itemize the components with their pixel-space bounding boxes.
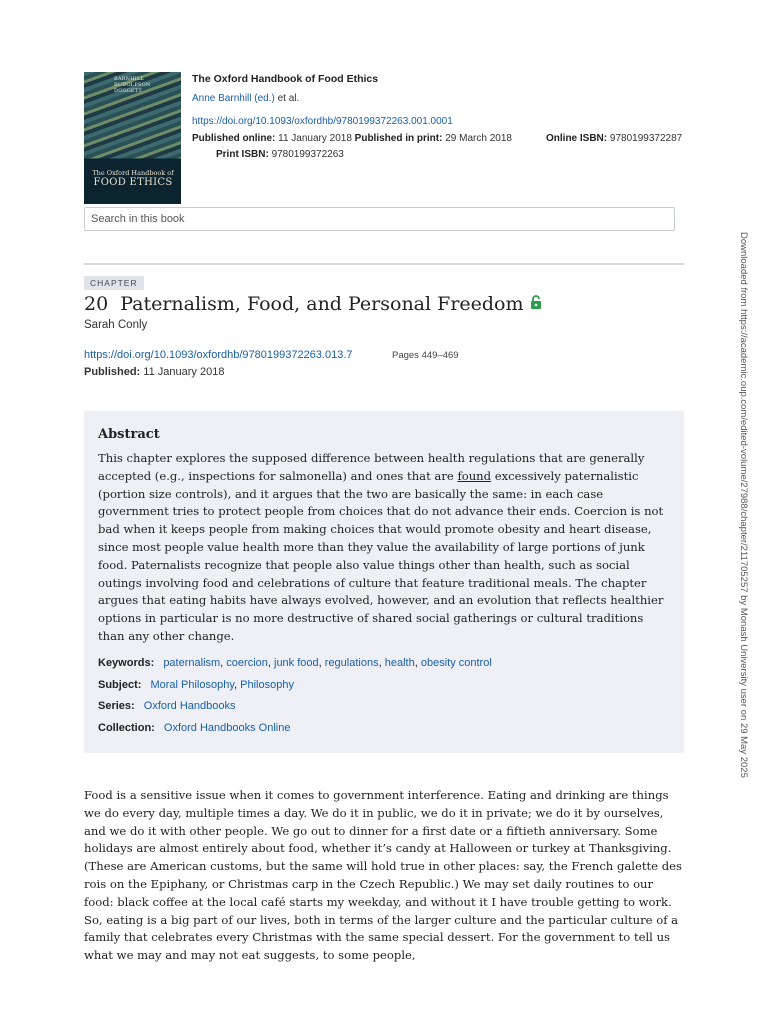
book-cover[interactable]	[84, 72, 181, 204]
abstract-text	[98, 450, 670, 646]
subject-row: Subject: Moral Philosophy, Philosophy	[98, 679, 294, 691]
editor-suffix: et al.	[277, 93, 300, 104]
watermark-text: Downloaded from https://academic.oup.com/edited-volume/27988/chapter/211705257 by Monash University user on 29 May 2025	[738, 232, 749, 778]
abstract-text-before: This chapter explores the supposed difference between health regulations that are generally accepted (e.g., inspections for salmonella) and ones that are	[98, 451, 645, 483]
book-doi-link[interactable]: https://doi.org/10.1093/oxfordhb/9780199372263.001.0001	[192, 116, 453, 127]
chapter-badge: CHAPTER	[84, 276, 144, 290]
body-paragraph: Food is a sensitive issue when it comes to government interference. Eating and drinking are things we do every day, multiple times a day. We do it in public, we do it in private; we do it by ourselves, and we do it with other people. We go out to dinner for a first date or a fiftieth anniversary. Some holidays are almost entirely about food, whether it’s candy at Halloween or turkey at Thanksgiving. (These are American customs, but the same will hold true in other places: say, the French galette des rois on the Epiphany, or Christmas carp in the Czech Republic.) We may set daily routines to our food: black coffee at the local café starts my weekday, and without it I have trouble getting to work. So, eating is a big part of our lives, both in terms of the larger culture and the particular culture of a family that celebrates every Christmas with the same special dessert. For the government to tell us what we may and may not eat suggests, to some people,	[84, 788, 682, 963]
keyword-link[interactable]: health	[384, 657, 415, 669]
print-isbn-value: 9780199372263	[271, 149, 344, 160]
search-input[interactable]: Search in this book	[84, 207, 675, 231]
chapter-author[interactable]: Sarah Conly	[84, 319, 148, 331]
collection-link[interactable]: Oxford Handbooks Online	[163, 722, 291, 734]
abstract-text-after: excessively paternalistic (portion size controls), and it argues that the two are basically the same: in each case government tries to protect people from choices that do not advance their ends. Coercion is not bad when it keeps people from making choices that would promote obesity and heart disease, since most people value health more than they value the availability of large portions of junk food. Paternalists recognize that people also value things other than health, such as social outings involving food and celebrations of culture that feature traditional meals. The chapter argues that eating habits have always evolved, however, and an evolution that reflects healthier options in particular is no more destructive of shared social gatherings or cultural traditions than any other change.	[98, 468, 664, 643]
published-print-label: Published in print:	[354, 133, 443, 144]
subject-link[interactable]: Moral Philosophy	[150, 679, 235, 691]
keyword-link[interactable]: coercion	[226, 657, 268, 669]
chapter-published-date: 11 January 2018	[143, 366, 225, 378]
chapter-pages: Pages 449–469	[392, 350, 459, 361]
published-print-date: 29 March 2018	[445, 133, 512, 144]
download-watermark	[736, 232, 750, 792]
cover-title-big: FOOD ETHICS	[93, 177, 173, 188]
chapter-published-label: Published:	[84, 366, 141, 378]
cover-title-small: The Oxford Handbook of	[92, 169, 174, 177]
abstract-underlined-word: found	[457, 468, 492, 483]
cover-authors: BARNHILL BUDOLFSON DOGGETT	[114, 76, 151, 94]
online-isbn-label: Online ISBN:	[546, 133, 608, 144]
series-link[interactable]: Oxford Handbooks	[143, 700, 236, 712]
chapter-number: 20	[84, 293, 109, 315]
divider	[84, 263, 684, 265]
published-online-date: 11 January 2018	[278, 133, 352, 144]
collection-row	[98, 722, 290, 734]
subject-label: Subject:	[98, 679, 142, 691]
print-isbn-label: Print ISBN:	[216, 149, 269, 160]
editor-link[interactable]: Anne Barnhill (ed.)	[192, 93, 275, 104]
open-access-lock-icon	[530, 292, 542, 314]
keyword-link[interactable]: paternalism	[163, 657, 221, 669]
subject-link[interactable]: Philosophy	[240, 679, 294, 691]
chapter-title-text: Paternalism, Food, and Personal Freedom	[120, 293, 524, 315]
book-title[interactable]: The Oxford Handbook of Food Ethics	[192, 73, 379, 85]
series-label: Series:	[98, 700, 135, 712]
published-online-label: Published online:	[192, 133, 276, 144]
abstract-heading: Abstract	[98, 427, 160, 442]
keyword-link[interactable]: obesity control	[420, 657, 492, 669]
keyword-link[interactable]: regulations	[324, 657, 379, 669]
book-editor	[192, 93, 299, 104]
print-isbn	[216, 149, 344, 160]
keywords-row: Keywords: paternalism, coercion, junk food, regulations, health, obesity control	[98, 657, 492, 669]
online-isbn	[546, 133, 682, 144]
collection-label: Collection:	[98, 722, 155, 734]
chapter-published	[84, 366, 224, 378]
chapter-title	[84, 293, 542, 316]
publication-info	[192, 133, 512, 144]
keyword-link[interactable]: junk food	[274, 657, 319, 669]
keywords-label: Keywords:	[98, 657, 155, 669]
online-isbn-value: 9780199372287	[609, 133, 683, 144]
chapter-doi-link[interactable]: https://doi.org/10.1093/oxfordhb/9780199372263.013.7	[84, 349, 353, 361]
abstract-section	[84, 411, 684, 753]
series-row	[98, 700, 235, 712]
